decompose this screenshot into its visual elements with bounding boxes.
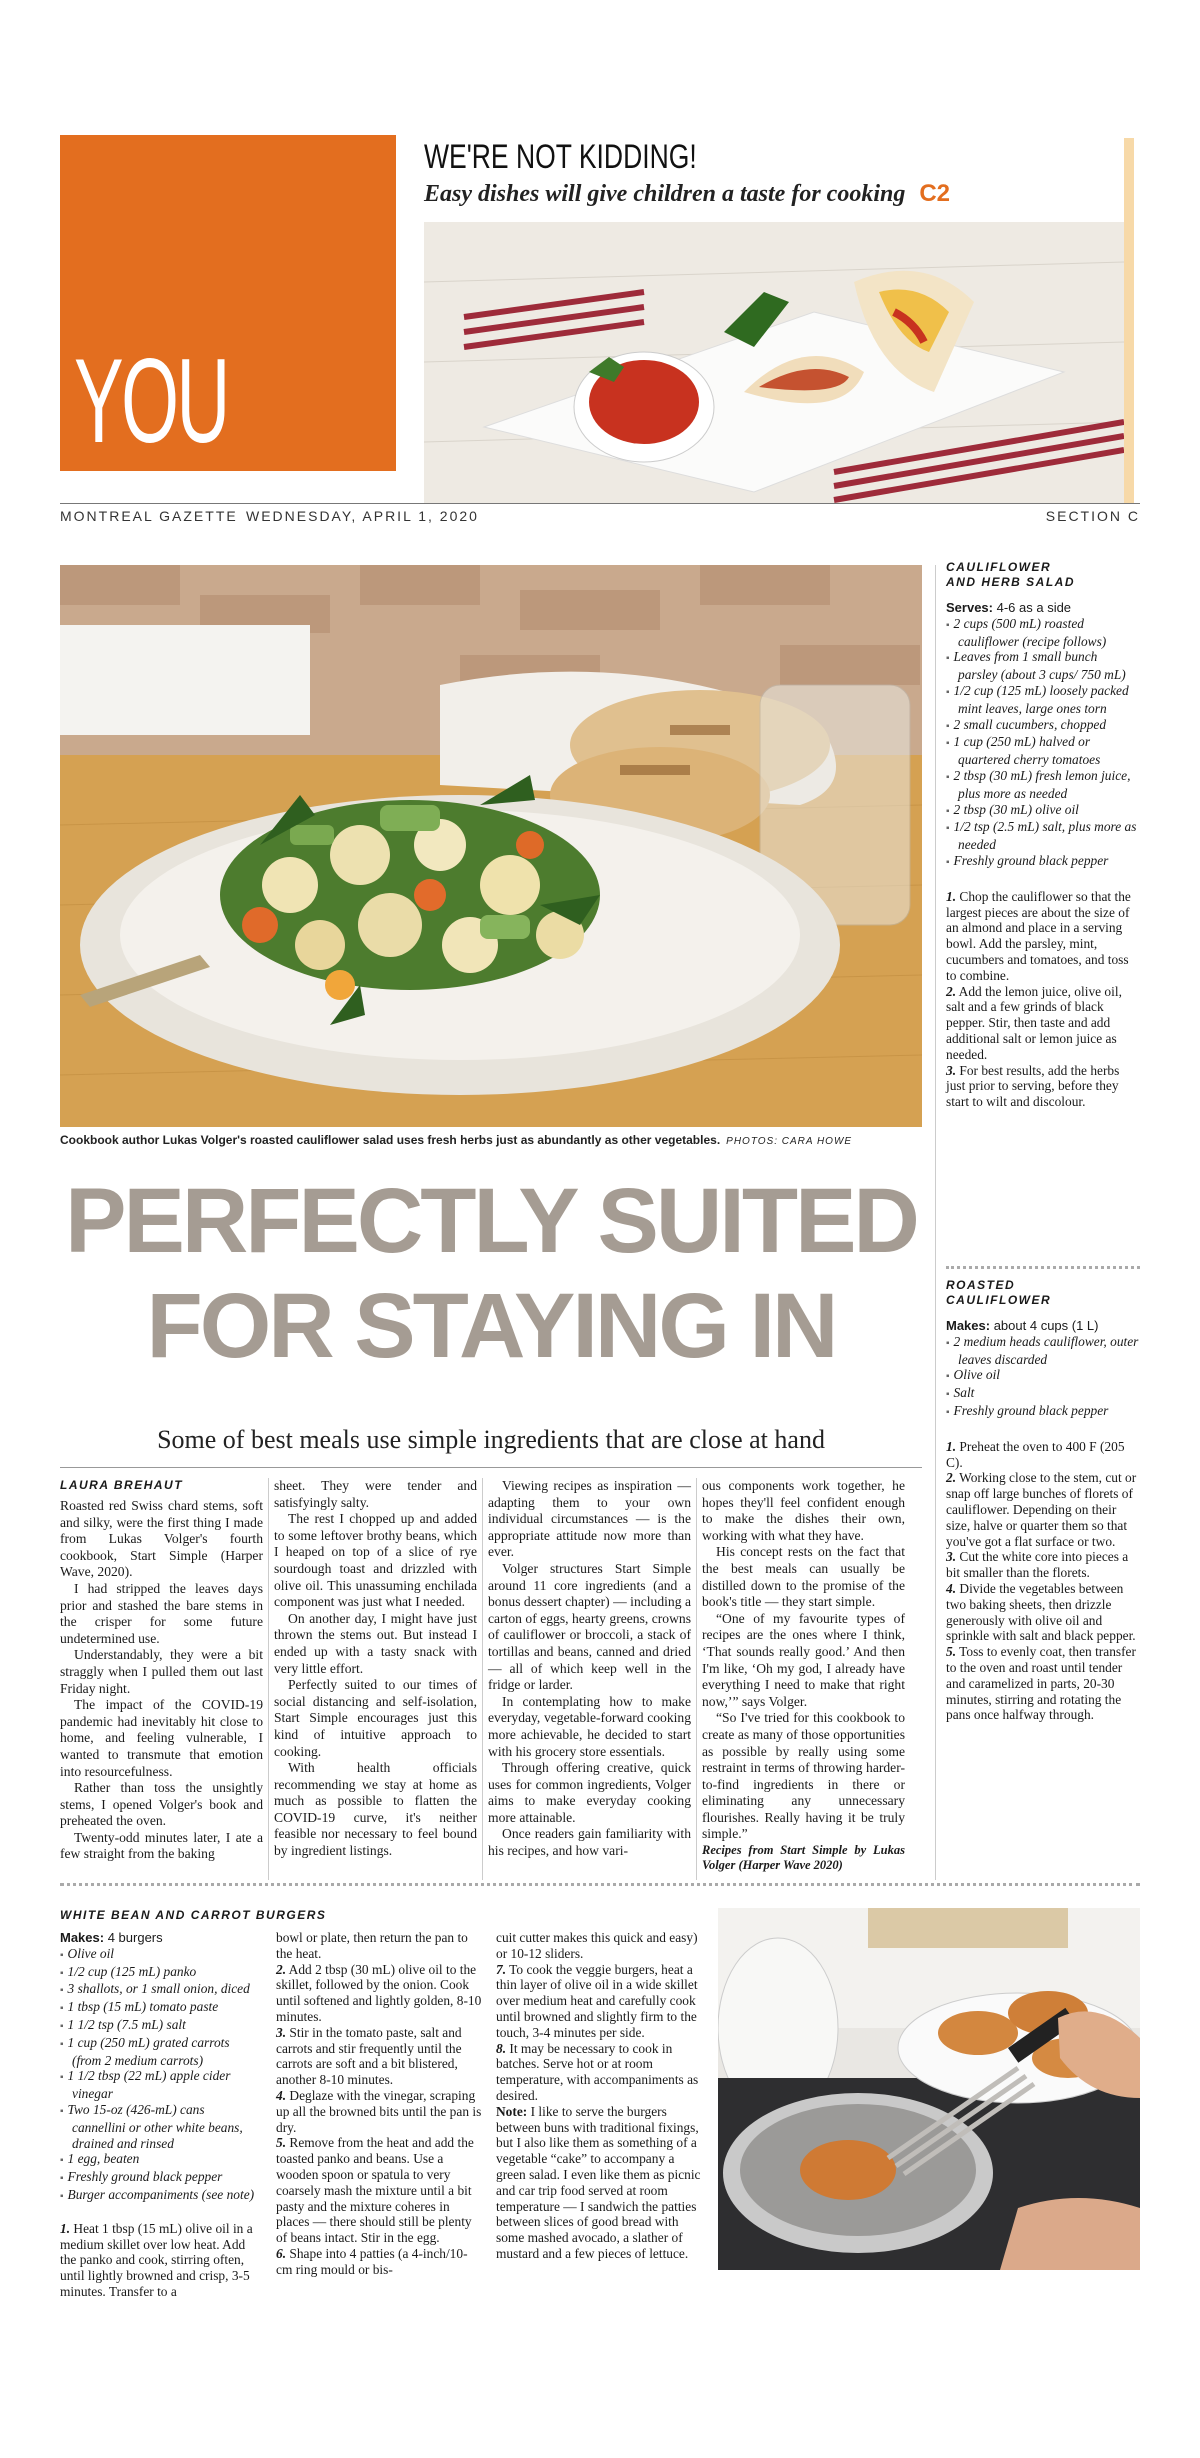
sidebar-divider [935,565,936,1880]
ingredient: ▪ Olive oil [946,1367,1140,1385]
column-divider [482,1478,483,1880]
roasted-title-1: ROASTED [946,1278,1016,1292]
ingredient: ▪ 1/2 tsp (2.5 mL) salt, plus more as needed [946,819,1140,853]
roasted-recipe [946,1278,1140,1723]
burger-col-1 [60,1930,260,2300]
article-paragraph: The rest I chopped up and added to some leftover brothy beans, which I heaped on top of a slice of rye sourdough toast and drizzled with olive oil. This unassuming enchilada component was just what I needed. [274,1511,477,1610]
serves-label: Serves: [946,600,993,615]
teaser-subhead-text: Easy dishes will give children a taste for cooking [424,181,906,207]
ingredient: ▪ Burger accompaniments (see note) [60,2187,260,2205]
article-col-2 [274,1478,477,1860]
makes-value: 4 burgers [107,1930,163,1945]
article-paragraph: On another day, I might have just thrown the stems out. But instead I ended up with a tasty snack with very little effort. [274,1610,477,1676]
article-paragraph: Volger structures Start Simple around 11 core ingredients (and a bonus dessert chapter) — including a carton of eggs, hearty greens, crowns of cauliflower or broccoli, a stack of tortillas and beans, canned and dried — all of which keep well in the fridge or larder. [488,1560,691,1693]
ingredient: ▪ 2 cups (500 mL) roasted cauliflower (recipe follows) [946,616,1140,650]
masthead-paper: MONTREAL GAZETTE [60,508,238,524]
article-paragraph: Roasted red Swiss chard stems, soft and silky, were the first thing I made from Lukas Volger's fourth cookbook, Start Simple (Harper Wave, 2020). [60,1498,263,1580]
ingredient: ▪ Freshly ground black pepper [946,853,1140,871]
teaser-photo [424,222,1124,504]
ingredient: ▪ 1 1/2 tsp (7.5 mL) salt [60,2017,260,2035]
step: 5. Remove from the heat and add the toasted panko and beans. Use a wooden spoon or spatula to very coarsely mash the mixture until a bit pasty and the mixture coheres in places — there should still be plenty of beans intact. Stir in the egg. [276,2135,474,2246]
ingredient: ▪ Olive oil [60,1946,260,1964]
step: 7. To cook the veggie burgers, heat a thin layer of olive oil in a wide skillet over medium heat and carefully cook until browned and slightly firm to the touch, 3-4 minutes per side. [496,1961,698,2040]
ingredient: ▪ 2 small cucumbers, chopped [946,717,1140,735]
salad-recipe [946,560,1140,1110]
step: 8. It may be necessary to cook in batches. Serve hot or at room temperature, with accompaniments as desired. [496,2040,699,2103]
deck-rule [60,1467,922,1468]
burger-col-2 [276,1930,482,2278]
teaser-subhead[interactable] [424,180,950,208]
article-paragraph: Rather than toss the unsightly stems, I opened Volger's book and preheated the oven. [60,1780,263,1829]
photo-credit: PHOTOS: CARA HOWE [726,1136,853,1147]
main-photo [60,565,922,1127]
article-paragraph: Perfectly suited to our times of social distancing and self-isolation, Start Simple encourages just this kind of intuitive approach to cooking. [274,1677,477,1759]
deck: Some of best meals use simple ingredients that are close at hand [157,1425,825,1454]
article-paragraph: sheet. They were tender and satisfyingly salty. [274,1478,477,1510]
ingredient: ▪ 1 cup (250 mL) halved or quartered cherry tomatoes [946,734,1140,768]
burger-photo [718,1908,1140,2270]
article-paragraph: Through offering creative, quick uses for common ingredients, Volger aims to make everyday cooking more attainable. [488,1760,691,1825]
masthead-rule [60,503,1140,504]
article-col-4 [702,1478,905,1873]
teaser-headline[interactable]: WE'RE NOT KIDDING! [424,138,697,176]
step: 4. Deglaze with the vinegar, scraping up all the browned bits until the pan is dry. [276,2087,482,2135]
step: 2. Working close to the stem, cut or snap off large bunches of florets of cauliflower. Depending on their size, halve or quarter them so that you've got a flat surface or two. [946,1470,1137,1549]
step: 1. Preheat the oven to 400 F (205 C). [946,1438,1125,1470]
article-paragraph: Understandably, they were a bit straggly when I pulled them out last Friday night. [60,1647,263,1696]
recipe-source: Recipes from Start Simple by Lukas Volger (Harper Wave 2020) [702,1843,905,1873]
step-continued: cuit cutter makes this quick and easy) or 10-12 sliders. [496,1930,698,1961]
step: 2. Add the lemon juice, olive oil, salt and a few grinds of black pepper. Stir, then taste and add additional salt or lemon juice as needed. [946,983,1122,1062]
roasted-title-2: CAULIFLOWER [946,1293,1052,1307]
article-paragraph: His concept rests on the fact that the best meals can usually be distilled down to the promise of the book's title — they start simple. [702,1544,905,1610]
column-divider [268,1478,269,1880]
ingredient: ▪ 1 tbsp (15 mL) tomato paste [60,1999,260,2017]
salad-serves [946,600,1140,616]
article-paragraph: The impact of the COVID-19 pandemic had inevitably hit close to home, and feeling vulnerable, I wanted to transmute that emotion into resourcefulness. [60,1697,263,1779]
ingredient: ▪ 1/2 cup (125 mL) loosely packed mint leaves, large ones torn [946,683,1140,717]
burger-col-3 [496,1930,704,2262]
headline-line-2: FOR STAYING IN [146,1275,836,1377]
step-continued: bowl or plate, then return the pan to the heat. [276,1930,468,1961]
burger-note: Note: I like to serve the burgers between buns with traditional fixings, but I also like them as something of a vegetable “cake” to accompany a green salad. I even like them as picnic and car trip food served at room temperature — I sandwich the patties between slices of good bread with some mashed avocado, a slather of mustard and a few pieces of lettuce. [496,2103,701,2261]
photo-caption [60,1133,852,1147]
step: 4. Divide the vegetables between two baking sheets, then drizzle generously with olive oil and sprinkle with salt and black pepper. [946,1580,1136,1644]
step: 3. Stir in the tomato paste, salt and carrots and stir frequently until the carrots are soft and a bit blistered, another 8-10 minutes. [276,2024,462,2088]
step: 1. Heat 1 tbsp (15 mL) olive oil in a medium skillet over low heat. Add the panko and cook, stirring often, until lightly browned and crisp, 3-5 minutes. Transfer to a [60,2220,253,2299]
ingredient: ▪ 2 tbsp (30 mL) olive oil [946,802,1140,820]
recipe-separator [946,1266,1140,1269]
ingredient: ▪ Two 15-oz (426-mL) cans cannellini or other white beans, drained and rinsed [60,2102,260,2151]
section-separator [60,1883,1140,1886]
ingredient: ▪ 1 1/2 tbsp (22 mL) apple cider vinegar [60,2068,260,2102]
makes-label: Makes: [60,1930,105,1945]
ingredient: ▪ 3 shallots, or 1 small onion, diced [60,1981,260,1999]
article-paragraph: In contemplating how to make everyday, vegetable-forward cooking more achievable, he decided to start with his grocery store essentials. [488,1693,691,1759]
ingredient: ▪ Freshly ground black pepper [60,2169,260,2187]
step: 6. Shape into 4 patties (a 4-inch/10-cm ring mould or bis- [276,2245,468,2277]
ingredient: ▪ 1/2 cup (125 mL) panko [60,1964,260,1982]
article-paragraph: With health officials recommending we stay at home as much as possible to flatten the COVID-19 curve, it's neither feasible nor necessary to feel bound by ingredient listings. [274,1760,477,1859]
step: 1. Chop the cauliflower so that the largest pieces are about the size of an almond and place in a serving bowl. Add the parsley, mint, cucumbers and tomatoes, and toss to combine. [946,888,1131,983]
article-col-3 [488,1478,691,1860]
column-divider [696,1478,697,1880]
makes-label: Makes: [946,1318,991,1333]
article-paragraph: “So I've tried for this cookbook to create as many of those opportunities as possible by really using some restraint in terms of throwing harder-to-find ingredients in there or eliminating any unnecessary flourishes. Really having it be truly simple.” [702,1710,905,1842]
article-paragraph: Once readers gain familiarity with his recipes, and how vari- [488,1826,691,1859]
ingredient: ▪ 1 egg, beaten [60,2151,260,2169]
serves-value: 4-6 as a side [996,600,1072,615]
ingredient: ▪ 2 medium heads cauliflower, outer leaves discarded [946,1334,1140,1368]
article-paragraph: Twenty-odd minutes later, I ate a few straight from the baking [60,1829,263,1862]
article-paragraph: Viewing recipes as inspiration — adapting them to your own individual circumstances — is the appropriate attitude now more than ever. [488,1478,691,1560]
article-paragraph: “One of my favourite types of recipes are the ones where I think, ‘That sounds really good.’ And then I'm like, ‘Oh my god, I already have everything I need to make that right now,’” says Volger. [702,1610,905,1709]
roasted-makes [946,1318,1140,1334]
photo-caption-text: Cookbook author Lukas Volger's roasted cauliflower salad uses fresh herbs just as abundantly as other vegetables. [60,1133,721,1147]
burger-title: WHITE BEAN AND CARROT BURGERS [60,1908,327,1922]
ingredient: ▪ Freshly ground black pepper [946,1403,1140,1421]
ingredient: ▪ 1 cup (250 mL) grated carrots (from 2 medium carrots) [60,2035,260,2069]
salad-title-1: CAULIFLOWER [946,560,1052,574]
step: 3. Cut the white core into pieces a bit smaller than the florets. [946,1549,1129,1581]
masthead-section: SECTION C [1045,508,1140,524]
teaser-accent-bar [1124,138,1134,504]
byline: LAURA BREHAUT [60,1478,184,1492]
article-paragraph: I had stripped the leaves days prior and stashed the bare stems in the crisper for some future undetermined use. [60,1580,263,1646]
burger-makes [60,1930,260,1946]
ingredient: ▪ Salt [946,1385,1140,1403]
headline-line-1: PERFECTLY SUITED [65,1170,917,1272]
article-col-1 [60,1498,263,1863]
section-tag-block [60,135,396,471]
step: 3. For best results, add the herbs just prior to serving, before they start to wilt and discolour. [946,1062,1120,1110]
teaser-page-ref: C2 [919,180,951,207]
section-tag: YOU [74,334,228,468]
step: 5. Toss to evenly coat, then transfer to the oven and roast until tender and caramelized in parts, 20-30 minutes, stirring and rotating the pans once halfway through. [946,1644,1136,1723]
masthead-date: WEDNESDAY, APRIL 1, 2020 [246,508,479,524]
ingredient: ▪ Leaves from 1 small bunch parsley (about 3 cups/ 750 mL) [946,649,1140,683]
ingredient: ▪ 2 tbsp (30 mL) fresh lemon juice, plus more as needed [946,768,1140,802]
step: 2. Add 2 tbsp (30 mL) olive oil to the skillet, followed by the onion. Cook until softened and lightly golden, 8-10 minutes. [276,1961,482,2024]
makes-value: about 4 cups (1 L) [993,1318,1099,1333]
article-paragraph: ous components work together, he hopes they'll feel confident enough to make the dishes their own, working with what they have. [702,1478,905,1543]
salad-title-2: AND HERB SALAD [946,575,1075,589]
